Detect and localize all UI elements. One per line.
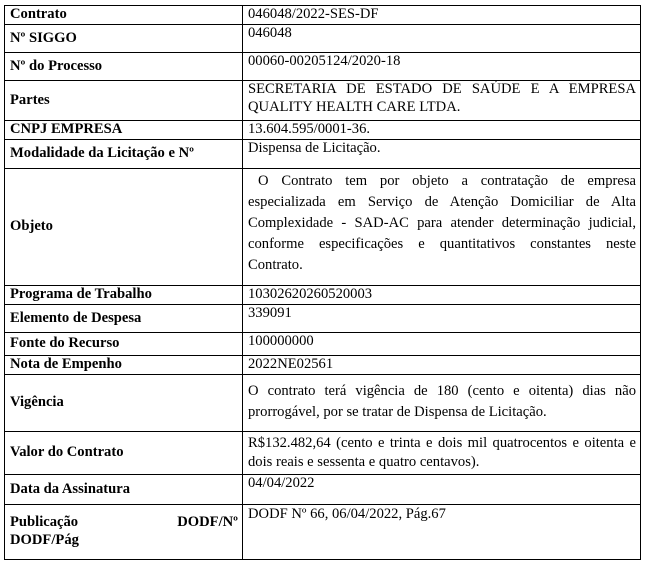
value-nota: 2022NE02561 [243, 356, 641, 375]
label-fonte: Fonte do Recurso [5, 333, 243, 356]
label-elemento: Elemento de Despesa [5, 305, 243, 333]
label-publicacao-line2: DODF/Pág [10, 531, 79, 548]
row-siggo [5, 25, 641, 53]
contract-summary-document [4, 5, 640, 560]
value-siggo: 046048 [243, 25, 641, 53]
row-objeto [5, 169, 641, 286]
row-modalidade [5, 140, 641, 169]
row-assinatura [5, 475, 641, 505]
label-publicacao-right: DODF/Nº [177, 514, 238, 530]
label-vigencia: Vigência [5, 375, 243, 432]
label-partes: Partes [5, 81, 243, 121]
label-siggo: Nº SIGGO [5, 25, 243, 53]
label-assinatura: Data da Assinatura [5, 475, 243, 505]
value-objeto: O Contrato tem por objeto a contratação de empresa especializada em Serviço de Atenção Domiciliar de Alta Complexidade - SAD-AC para atender determinação judicial, conforme especificações e quantitativos constantes neste Contrato. [243, 169, 641, 286]
row-nota [5, 356, 641, 375]
value-assinatura: 04/04/2022 [243, 475, 641, 505]
label-contrato: Contrato [5, 6, 243, 25]
label-objeto: Objeto [5, 169, 243, 286]
label-programa: Programa de Trabalho [5, 286, 243, 305]
contract-table [4, 5, 641, 560]
row-cnpj [5, 121, 641, 140]
label-modalidade: Modalidade da Licitação e Nº [5, 140, 243, 169]
value-publicacao: DODF Nº 66, 06/04/2022, Pág.67 [243, 505, 641, 560]
value-cnpj: 13.604.595/0001-36. [243, 121, 641, 140]
label-valor: Valor do Contrato [5, 432, 243, 475]
value-fonte: 100000000 [243, 333, 641, 356]
value-partes: SECRETARIA DE ESTADO DE SAÚDE E A EMPRESA QUALITY HEALTH CARE LTDA. [243, 81, 641, 121]
label-publicacao-left: Publicação [10, 514, 79, 530]
row-fonte [5, 333, 641, 356]
row-valor [5, 432, 641, 475]
row-publicacao [5, 505, 641, 560]
value-processo: 00060-00205124/2020-18 [243, 53, 641, 81]
label-cnpj: CNPJ EMPRESA [5, 121, 243, 140]
value-elemento: 339091 [243, 305, 641, 333]
row-partes [5, 81, 641, 121]
label-publicacao [5, 505, 243, 560]
label-nota: Nota de Empenho [5, 356, 243, 375]
row-programa [5, 286, 641, 305]
label-processo: Nº do Processo [5, 53, 243, 81]
row-elemento [5, 305, 641, 333]
value-valor: R$132.482,64 (cento e trinta e dois mil quatrocentos e oitenta e dois reais e sessenta e quatro centavos). [243, 432, 641, 475]
value-programa: 10302620260520003 [243, 286, 641, 305]
row-contrato [5, 6, 641, 25]
value-modalidade: Dispensa de Licitação. [243, 140, 641, 169]
value-vigencia: O contrato terá vigência de 180 (cento e oitenta) dias não prorrogável, por se tratar de Dispensa de Licitação. [243, 375, 641, 432]
value-contrato: 046048/2022-SES-DF [243, 6, 641, 25]
row-vigencia [5, 375, 641, 432]
row-processo [5, 53, 641, 81]
